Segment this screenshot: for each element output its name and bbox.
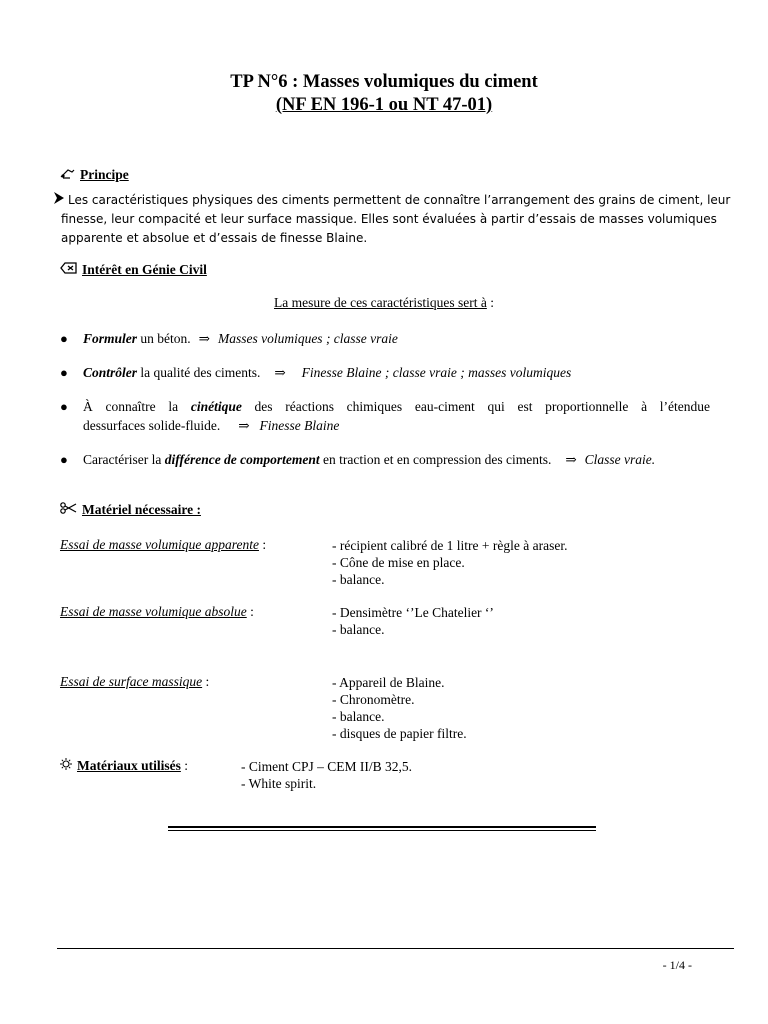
section-principe-heading	[60, 167, 129, 183]
page-subtitle	[0, 95, 768, 116]
item-text: la qualité des ciments.	[137, 365, 261, 380]
list-item	[60, 397, 710, 435]
item-text: un béton.	[137, 331, 191, 346]
implies-arrow-icon: ⇒	[274, 365, 286, 380]
bullet-dot: ●	[60, 365, 68, 380]
arrowhead-bullet-icon	[54, 191, 64, 210]
principe-line-3: apparente et absolue et d’essais de finesse Blaine.	[61, 231, 368, 245]
list-item	[60, 363, 710, 382]
equipment-item: - balance.	[332, 572, 385, 587]
list-item	[60, 329, 710, 348]
equipment-item: - récipient calibré de 1 litre + règle à araser.	[332, 538, 568, 553]
sun-icon	[60, 758, 72, 774]
equipment-item: - balance.	[332, 622, 385, 637]
principe-paragraph	[54, 191, 744, 248]
principe-label: Principe	[80, 167, 129, 182]
interet-intro	[0, 295, 768, 311]
implies-arrow-icon: ⇒	[238, 418, 250, 433]
double-divider	[168, 826, 596, 831]
standard-reference: (NF EN 196-1 ou NT 47-01)	[275, 95, 493, 115]
materiaux-colon: :	[180, 758, 189, 773]
item-text-before: Caractériser la	[83, 452, 165, 467]
erase-key-icon	[60, 262, 77, 278]
bullet-dot: ●	[60, 331, 68, 346]
test-label	[60, 537, 266, 553]
keyword: cinétique	[190, 399, 242, 414]
implies-arrow-icon: ⇒	[565, 452, 577, 467]
keyword: Formuler	[83, 331, 138, 346]
scissors-icon	[60, 502, 77, 518]
item-result: Masses volumiques ; classe vraie	[217, 331, 398, 346]
principe-line-1: Les caractéristiques physiques des ciments permettent de connaître l’arrangement des grains de ciment, leur	[68, 193, 731, 207]
interet-intro-text: La mesure de ces caractéristiques sert à	[273, 295, 487, 310]
bullet-dot: ●	[60, 399, 68, 414]
page-number: - 1/4 -	[662, 958, 692, 972]
footer-divider	[57, 948, 734, 949]
section-materiel-heading	[60, 502, 201, 518]
equipment-item: - disques de papier filtre.	[332, 726, 467, 741]
test-name: Essai de masse volumique absolue	[60, 604, 247, 619]
equipment-item: - Appareil de Blaine.	[332, 675, 445, 690]
equipment-list	[332, 537, 568, 588]
page-title: TP N°6 : Masses volumiques du ciment	[230, 72, 538, 92]
principe-line-2: finesse, leur compacité et leur surface massique. Elles sont évaluées à partir d’essais de masses volumiques	[61, 212, 717, 226]
equipment-item: - Densimètre ‘’Le Chatelier ‘’	[332, 605, 494, 620]
materiaux-label: Matériaux utilisés	[77, 758, 181, 773]
implies-arrow-icon: ⇒	[198, 331, 210, 346]
materials-list	[241, 758, 412, 792]
section-interet-heading	[60, 262, 207, 278]
section-materiaux-heading	[60, 758, 188, 774]
item-result: Finesse Blaine ; classe vraie ; masses volumiques	[301, 365, 572, 380]
equipment-item: - Cône de mise en place.	[332, 555, 465, 570]
test-name: Essai de masse volumique apparente	[60, 537, 259, 552]
interet-intro-colon: :	[486, 295, 495, 310]
equipment-list	[332, 604, 494, 638]
test-colon: :	[258, 537, 267, 552]
item-text: des réactions chimiques eau-ciment qui est proportionnelle à l’étendue	[241, 399, 711, 414]
test-colon: :	[202, 674, 210, 689]
equipment-item: - Chronomètre.	[332, 692, 415, 707]
keyword: Contrôler	[83, 365, 138, 380]
keyword: différence de comportement	[164, 452, 320, 467]
test-colon: :	[246, 604, 254, 619]
item-result: Classe vraie.	[584, 452, 656, 467]
interet-label: Intérêt en Génie Civil	[82, 262, 207, 277]
test-name: Essai de surface massique	[60, 674, 203, 689]
materiel-label: Matériel nécessaire :	[82, 502, 201, 517]
equipment-list	[332, 674, 467, 742]
item-text-before: À connaître la	[83, 399, 191, 414]
item-text: en traction et en compression des ciments.	[319, 452, 552, 467]
hand-writing-icon	[60, 167, 75, 183]
list-item	[60, 450, 750, 469]
material-item: - Ciment CPJ – CEM II/B 32,5.	[241, 759, 413, 774]
item-text-continued: dessurfaces solide-fluide.	[83, 418, 221, 433]
test-label	[60, 604, 254, 620]
equipment-item: - balance.	[332, 709, 385, 724]
material-item: - White spirit.	[241, 776, 317, 791]
bullet-dot: ●	[60, 452, 68, 467]
item-result: Finesse Blaine	[259, 418, 340, 433]
test-label	[60, 674, 209, 690]
